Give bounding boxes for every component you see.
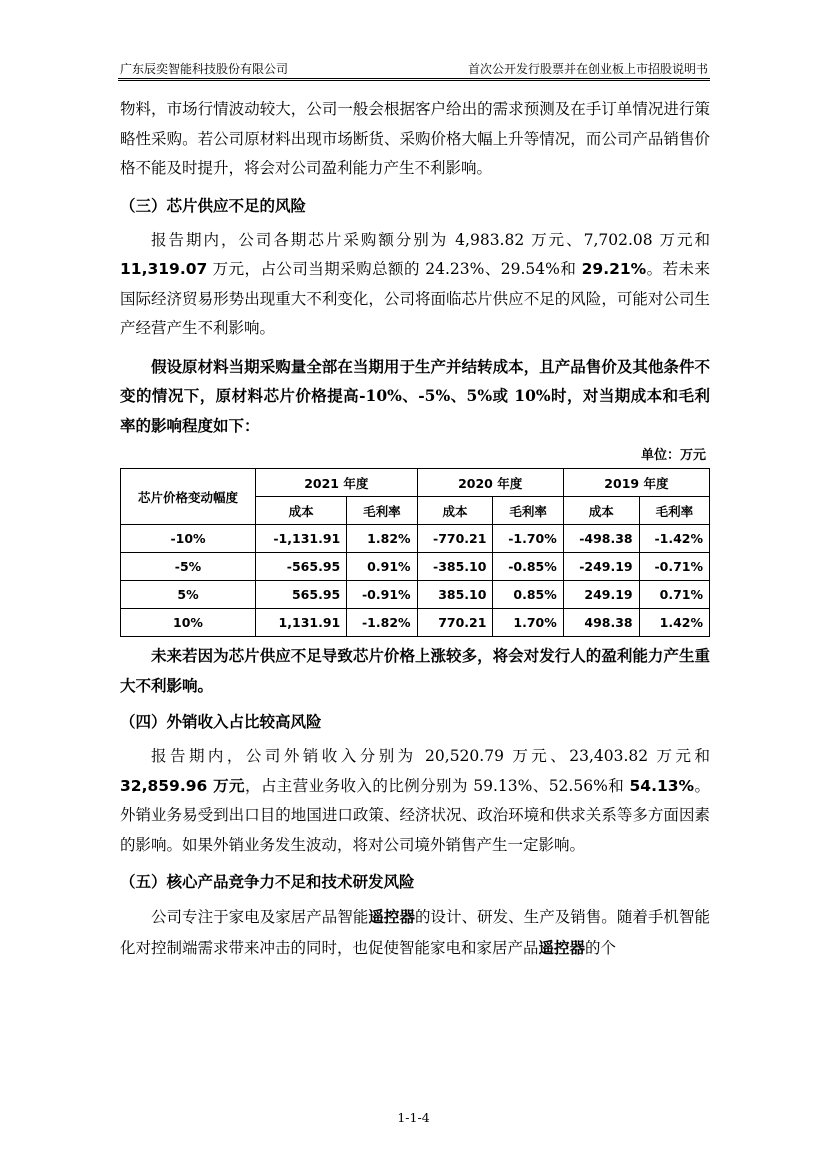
table-cell: -0.85% [493, 553, 563, 581]
table-cell: 565.95 [256, 581, 347, 609]
table-cell: -498.38 [563, 525, 639, 553]
header-doc-title: 首次公开发行股票并在创业板上市招股说明书 [467, 62, 708, 76]
page-body [120, 95, 710, 963]
table-cell: -10% [121, 525, 256, 553]
text-run: 。若未来国际经济贸易形势出现重大不利变化，公司将面临芯片供应不足的风险，可能对公司生产经营产生不利影响。 [120, 260, 710, 337]
section4-paragraph1 [120, 742, 710, 860]
text-run: 报告期内，公司外销收入分别为 20,520.79 万元、23,403.82 万元和 [151, 747, 710, 765]
page-header [118, 58, 710, 80]
table-year-header: 2020 年度 [417, 469, 563, 497]
section4-heading: （四）外销收入占比较高风险 [120, 713, 322, 731]
table-year-header: 2021 年度 [256, 469, 418, 497]
table-cell: 1.82% [347, 525, 417, 553]
table-cell: -385.10 [417, 553, 493, 581]
table-cell: -0.91% [347, 581, 417, 609]
table-unit: 单位：万元 [640, 448, 706, 463]
table-cell: -1.82% [347, 609, 417, 637]
table-sub-header: 毛利率 [493, 497, 563, 525]
table-sub-header: 成本 [256, 497, 347, 525]
section3-paragraph1 [120, 226, 710, 344]
table-row [121, 581, 710, 609]
table-cell: -565.95 [256, 553, 347, 581]
header-company: 广东辰奕智能科技股份有限公司 [120, 62, 289, 76]
table-cell: 1.70% [493, 609, 563, 637]
table-row-header: 芯片价格变动幅度 [121, 469, 256, 525]
bold-value: 29.21% [581, 260, 647, 278]
table-cell: 10% [121, 609, 256, 637]
table-cell: -0.71% [639, 553, 709, 581]
table-cell: 1.42% [639, 609, 709, 637]
table-cell: -5% [121, 553, 256, 581]
bold-value: 54.13% [629, 776, 695, 795]
bold-value: 11,319.07 [120, 260, 208, 278]
page-number: 1-1-4 [397, 1110, 430, 1125]
chip-price-sensitivity-table [120, 468, 710, 637]
table-sub-header: 毛利率 [639, 497, 709, 525]
bold-term: 遥控器 [538, 937, 586, 957]
table-cell: 498.38 [563, 609, 639, 637]
table-cell: -1,131.91 [256, 525, 347, 553]
table-sub-header: 成本 [563, 497, 639, 525]
text-run: 报告期内，公司各期芯片采购额分别为 4,983.82 万元、7,702.08 万元和 [151, 230, 710, 249]
section5-paragraph1 [120, 902, 710, 963]
table-cell: -1.70% [493, 525, 563, 553]
bold-value: 32,859.96 万元 [120, 776, 245, 795]
text-run: ，占主营业务收入的比例分别为 59.13%、52.56%和 [244, 776, 630, 795]
table-cell: 0.71% [639, 581, 709, 609]
text-run: 万元，占公司当期采购总额的 24.23%、29.54%和 [207, 260, 582, 278]
table-year-header: 2019 年度 [563, 469, 709, 497]
table-cell: 5% [121, 581, 256, 609]
section3-paragraph2: 假设原材料当期采购量全部在当期用于生产并结转成本，且产品售价及其他条件不变的情况下，原材料芯片价格提高-10%、-5%、5%或 10%时，对当期成本和毛利率的影响程度如下： [120, 356, 710, 435]
table-row [121, 525, 710, 553]
table-sub-header: 成本 [417, 497, 493, 525]
header-rule [118, 78, 710, 79]
table-cell: 249.19 [563, 581, 639, 609]
table-cell: 770.21 [417, 609, 493, 637]
table-sub-header: 毛利率 [347, 497, 417, 525]
section5-heading: （五）核心产品竞争力不足和技术研发风险 [120, 873, 415, 891]
text-run: 公司专注于家电及家居产品智能 [151, 908, 369, 926]
text-run: 的个 [585, 938, 617, 957]
table-row [121, 553, 710, 581]
table-cell: -1.42% [639, 525, 709, 553]
bold-term: 遥控器 [368, 907, 415, 926]
section3-heading: （三）芯片供应不足的风险 [120, 196, 307, 215]
section3-paragraph3: 未来若因为芯片供应不足导致芯片价格上涨较多，将会对发行人的盈利能力产生重大不利影响。 [120, 646, 710, 695]
text-run: 。外销业务易受到出口目的地国进口政策、经济状况、政治环境和供求关系等多方面因素的影响。如果外销业务发生波动，将对公司境外销售产生一定影响。 [120, 776, 711, 854]
text-run: 的设计、研发、生产及销售。随着手机智能化对控制端需求带来冲击的同时，也促使智能家电和家居产品 [120, 908, 710, 957]
paragraph-continued: 物料，市场行情波动较大，公司一般会根据客户给出的需求预测及在手订单情况进行策略性采购。若公司原材料出现市场断货、采购价格大幅上升等情况，而公司产品销售价格不能及时提升，将会对公司盈利能力产生不利影响。 [120, 100, 710, 177]
table-cell: 1,131.91 [256, 609, 347, 637]
table-cell: -249.19 [563, 553, 639, 581]
table-cell: 0.85% [493, 581, 563, 609]
header-rule-2 [118, 80, 710, 81]
table-cell: 385.10 [417, 581, 493, 609]
table-cell: -770.21 [417, 525, 493, 553]
table-row [121, 609, 710, 637]
table-cell: 0.91% [347, 553, 417, 581]
